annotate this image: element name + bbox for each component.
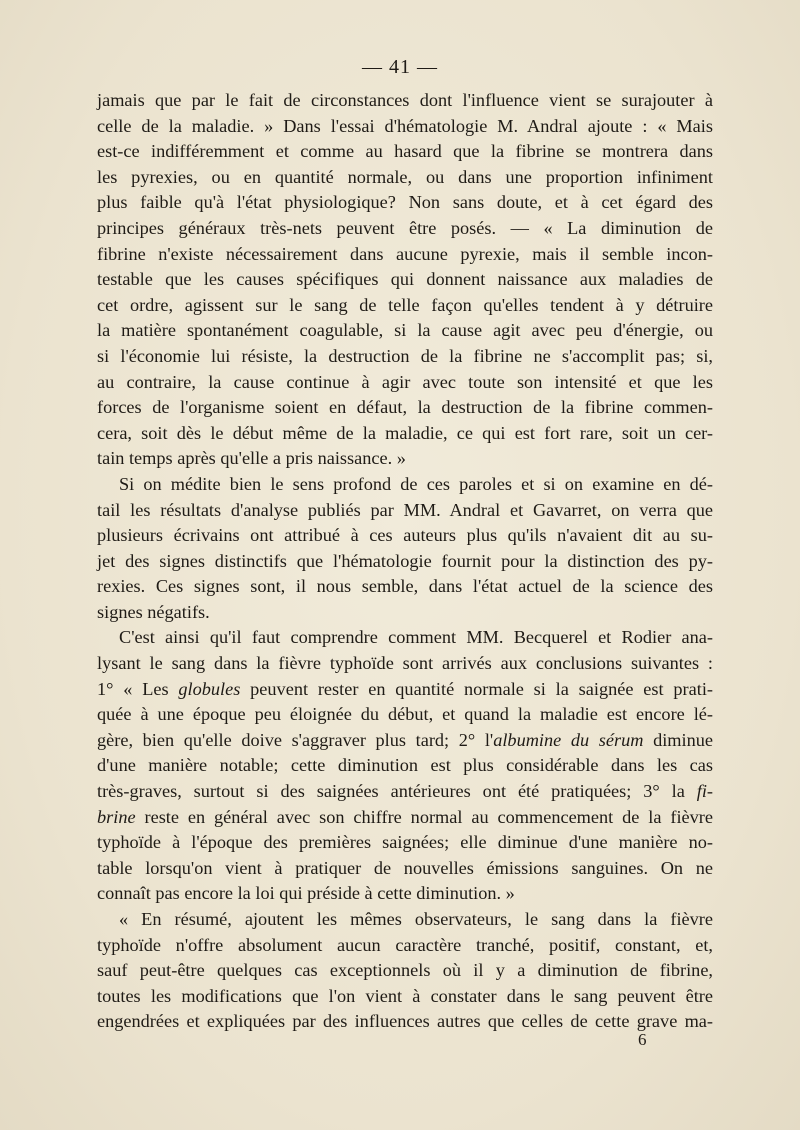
text-line: les pyrexies, ou en quantité normale, ou dans une proportion infiniment bbox=[97, 166, 713, 187]
text-line: tain temps après qu'elle a pris naissance. » bbox=[97, 448, 406, 469]
text-line bbox=[97, 677, 713, 703]
italic-term: globules bbox=[178, 678, 241, 699]
text-line: plusieurs écrivains ont attribué à ces auteurs plus qu'ils n'avaient dit au su- bbox=[97, 525, 713, 546]
text-line: testable que les causes spécifiques qui donnent naissance aux maladies de bbox=[97, 269, 713, 290]
text-line: engendrées et expliquées par des influences autres que celles de cette grave ma- bbox=[97, 1011, 713, 1032]
text-line: cera, soit dès le début même de la maladie, ce qui est fort rare, soit un cer- bbox=[97, 422, 713, 443]
text-line: tail les résultats d'analyse publiés par MM. Andral et Gavarret, on verra que bbox=[97, 499, 713, 520]
text-line: sauf peut-être quelques cas exceptionnels où il y a diminution de fibrine, bbox=[97, 960, 713, 981]
text-line: la matière spontanément coagulable, si la cause agit avec peu d'énergie, ou bbox=[97, 320, 713, 341]
text-line: au contraire, la cause continue à agir avec toute son intensité et que les bbox=[97, 371, 713, 392]
line-segment: reste en général avec son chiffre normal au commencement de la fièvre bbox=[135, 806, 713, 827]
text-line: d'une manière notable; cette diminution est plus considérable dans les cas bbox=[97, 755, 713, 776]
italic-term: brine bbox=[97, 806, 136, 827]
line-segment: peuvent rester en quantité normale si la saignée est prati- bbox=[240, 678, 713, 699]
text-line: quée à une époque peu éloignée du début, et quand la maladie est encore lé- bbox=[97, 704, 713, 725]
text-line: toutes les modifications que l'on vient à constater dans le sang peuvent être bbox=[97, 985, 713, 1006]
text-line: est-ce indifféremment et comme au hasard que la fibrine se montrera dans bbox=[97, 141, 713, 162]
line-segment: très-graves, surtout si des saignées antérieures ont été pratiquées; 3° la bbox=[97, 781, 697, 802]
text-line: connaît pas encore la loi qui préside à cette diminution. » bbox=[97, 883, 515, 904]
text-line: fibrine n'existe nécessairement dans aucune pyrexie, mais il semble incon- bbox=[97, 243, 713, 264]
text-line: forces de l'organisme soient en défaut, la destruction de la fibrine commen- bbox=[97, 397, 713, 418]
text-line: celle de la maladie. » Dans l'essai d'hématologie M. Andral ajoute : « Mais bbox=[97, 115, 713, 136]
italic-term: albumine du sérum bbox=[493, 729, 644, 750]
italic-term: fi- bbox=[696, 781, 713, 802]
page-number: — 41 — bbox=[362, 56, 438, 78]
text-line: jamais que par le fait de circonstances dont l'influence vient se surajouter à bbox=[97, 90, 713, 110]
text-line bbox=[97, 805, 713, 831]
text-line: rexies. Ces signes sont, il nous semble, dans l'état actuel de la science des bbox=[97, 576, 713, 597]
body-text bbox=[97, 88, 713, 1035]
text-line: jet des signes distinctifs que l'hématologie fournit pour la distinction des py- bbox=[97, 550, 713, 571]
text-line: cet ordre, agissent sur le sang de telle façon qu'elles tendent à y détruire bbox=[97, 294, 713, 315]
text-line: typhoïde n'offre absolument aucun caractère tranché, positif, constant, et, bbox=[97, 934, 713, 955]
line-segment: diminue bbox=[643, 729, 713, 750]
text-line: Si on médite bien le sens profond de ces paroles et si on examine en dé- bbox=[119, 473, 713, 494]
text-line bbox=[97, 779, 713, 805]
line-segment: 1° « Les bbox=[97, 678, 179, 699]
text-line: si l'économie lui résiste, la destruction de la fibrine ne s'accomplit pas; si, bbox=[97, 345, 713, 366]
signature-mark: 6 bbox=[638, 1030, 647, 1049]
text-line: « En résumé, ajoutent les mêmes observateurs, le sang dans la fièvre bbox=[119, 909, 713, 929]
text-line: plus faible qu'à l'état physiologique? Non sans doute, et à cet égard des bbox=[97, 192, 713, 213]
text-line: signes négatifs. bbox=[97, 601, 210, 622]
text-line: principes généraux très-nets peuvent être posés. — « La diminution de bbox=[97, 217, 713, 238]
text-line: C'est ainsi qu'il faut comprendre comment MM. Becquerel et Rodier ana- bbox=[119, 627, 713, 648]
text-line: table lorsqu'on vient à pratiquer de nouvelles émissions sanguines. On ne bbox=[97, 857, 713, 878]
text-line: lysant le sang dans la fièvre typhoïde sont arrivés aux conclusions suivantes : bbox=[97, 653, 713, 674]
line-segment: gère, bien qu'elle doive s'aggraver plus tard; 2° l' bbox=[97, 729, 494, 750]
text-line bbox=[97, 728, 713, 754]
text-line: typhoïde à l'époque des premières saignées; elle diminue d'une manière no- bbox=[97, 832, 713, 853]
